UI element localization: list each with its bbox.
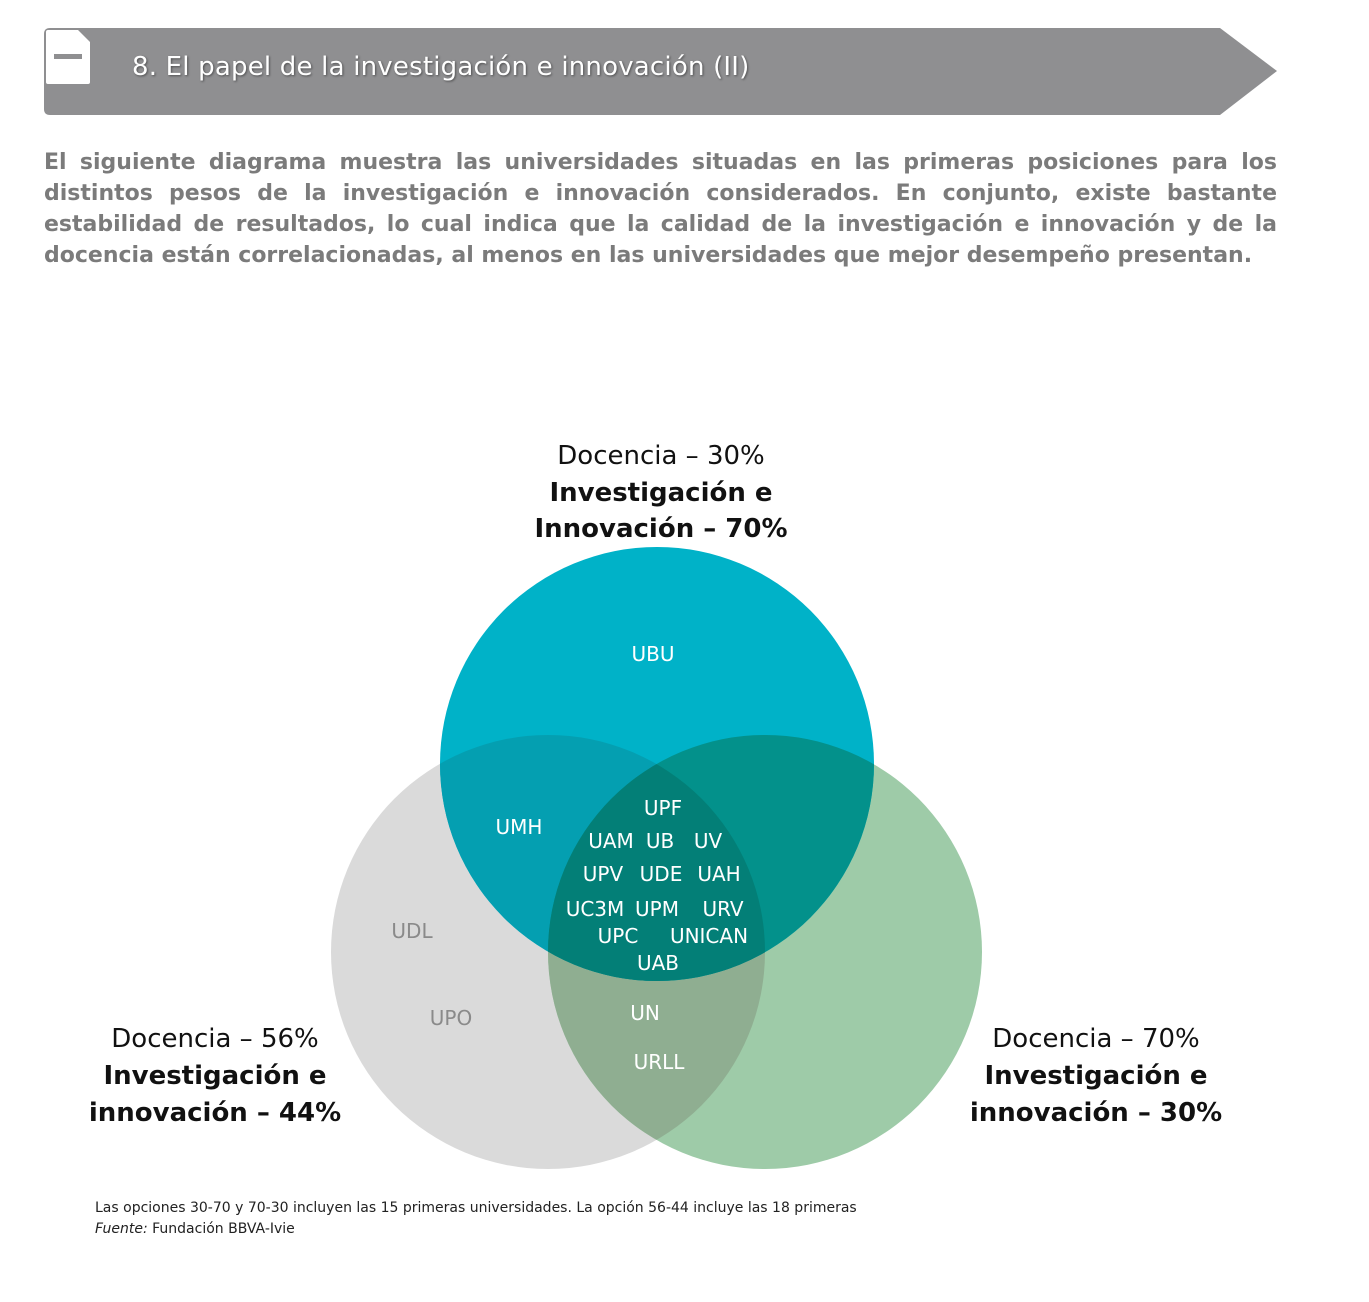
university-label: UV (693, 829, 723, 853)
footnote-note: Las opciones 30-70 y 70-30 incluyen las 15 primeras universidades. La opción 56-44 incluye las 18 primeras (95, 1200, 857, 1216)
university-label: UBU (631, 642, 675, 666)
university-label: UDL (391, 919, 433, 943)
source-label: Fuente: (95, 1221, 148, 1237)
set-title-right (970, 1024, 1222, 1128)
set-title-line: Docencia – 70% (992, 1024, 1200, 1054)
university-label: UPO (429, 1006, 473, 1030)
set-title-line: Docencia – 30% (557, 441, 765, 471)
university-label: UPC (597, 924, 639, 948)
set-title-line: innovación – 44% (88, 1098, 342, 1128)
university-label: URLL (633, 1050, 685, 1074)
intro-paragraph: El siguiente diagrama muestra las universidades situadas en las primeras posiciones para los distintos pesos de la investigación e innovación considerados. En conjunto, existe bastante estabilidad de resultados, lo cual indica que la calidad de la investigación e innovación y de la docencia están correlacionadas, al menos en las universidades que mejor desempeño presentan. (44, 150, 1277, 268)
university-label: UDE (639, 862, 683, 886)
university-label: UPV (582, 862, 624, 886)
university-label: URV (702, 897, 744, 921)
university-label: UN (630, 1001, 660, 1025)
set-title-line: innovación – 30% (969, 1098, 1223, 1128)
set-title-line: Investigación e (103, 1061, 327, 1091)
source-name: Fundación BBVA-Ivie (152, 1221, 295, 1237)
set-title-line: Investigación e (984, 1061, 1208, 1091)
set-title-line: Investigación e (549, 478, 773, 508)
university-label: UAB (636, 951, 680, 975)
university-label: UPM (635, 897, 679, 921)
set-title-line: Docencia – 56% (111, 1024, 319, 1054)
footnote-source (95, 1219, 857, 1240)
footnote (95, 1198, 857, 1240)
set-title-line: Innovación – 70% (534, 514, 788, 544)
university-label: UC3M (565, 897, 625, 921)
set-title-left (89, 1024, 341, 1128)
university-label: UMH (495, 815, 543, 839)
university-label: UAH (697, 862, 741, 886)
university-label: UAM (588, 829, 634, 853)
university-label: UNICAN (669, 924, 749, 948)
university-label: UB (645, 829, 675, 853)
university-label: UPF (643, 796, 683, 820)
set-title-top (534, 441, 787, 544)
section-title: 8. El papel de la investigación e innovación (II) (132, 52, 750, 82)
